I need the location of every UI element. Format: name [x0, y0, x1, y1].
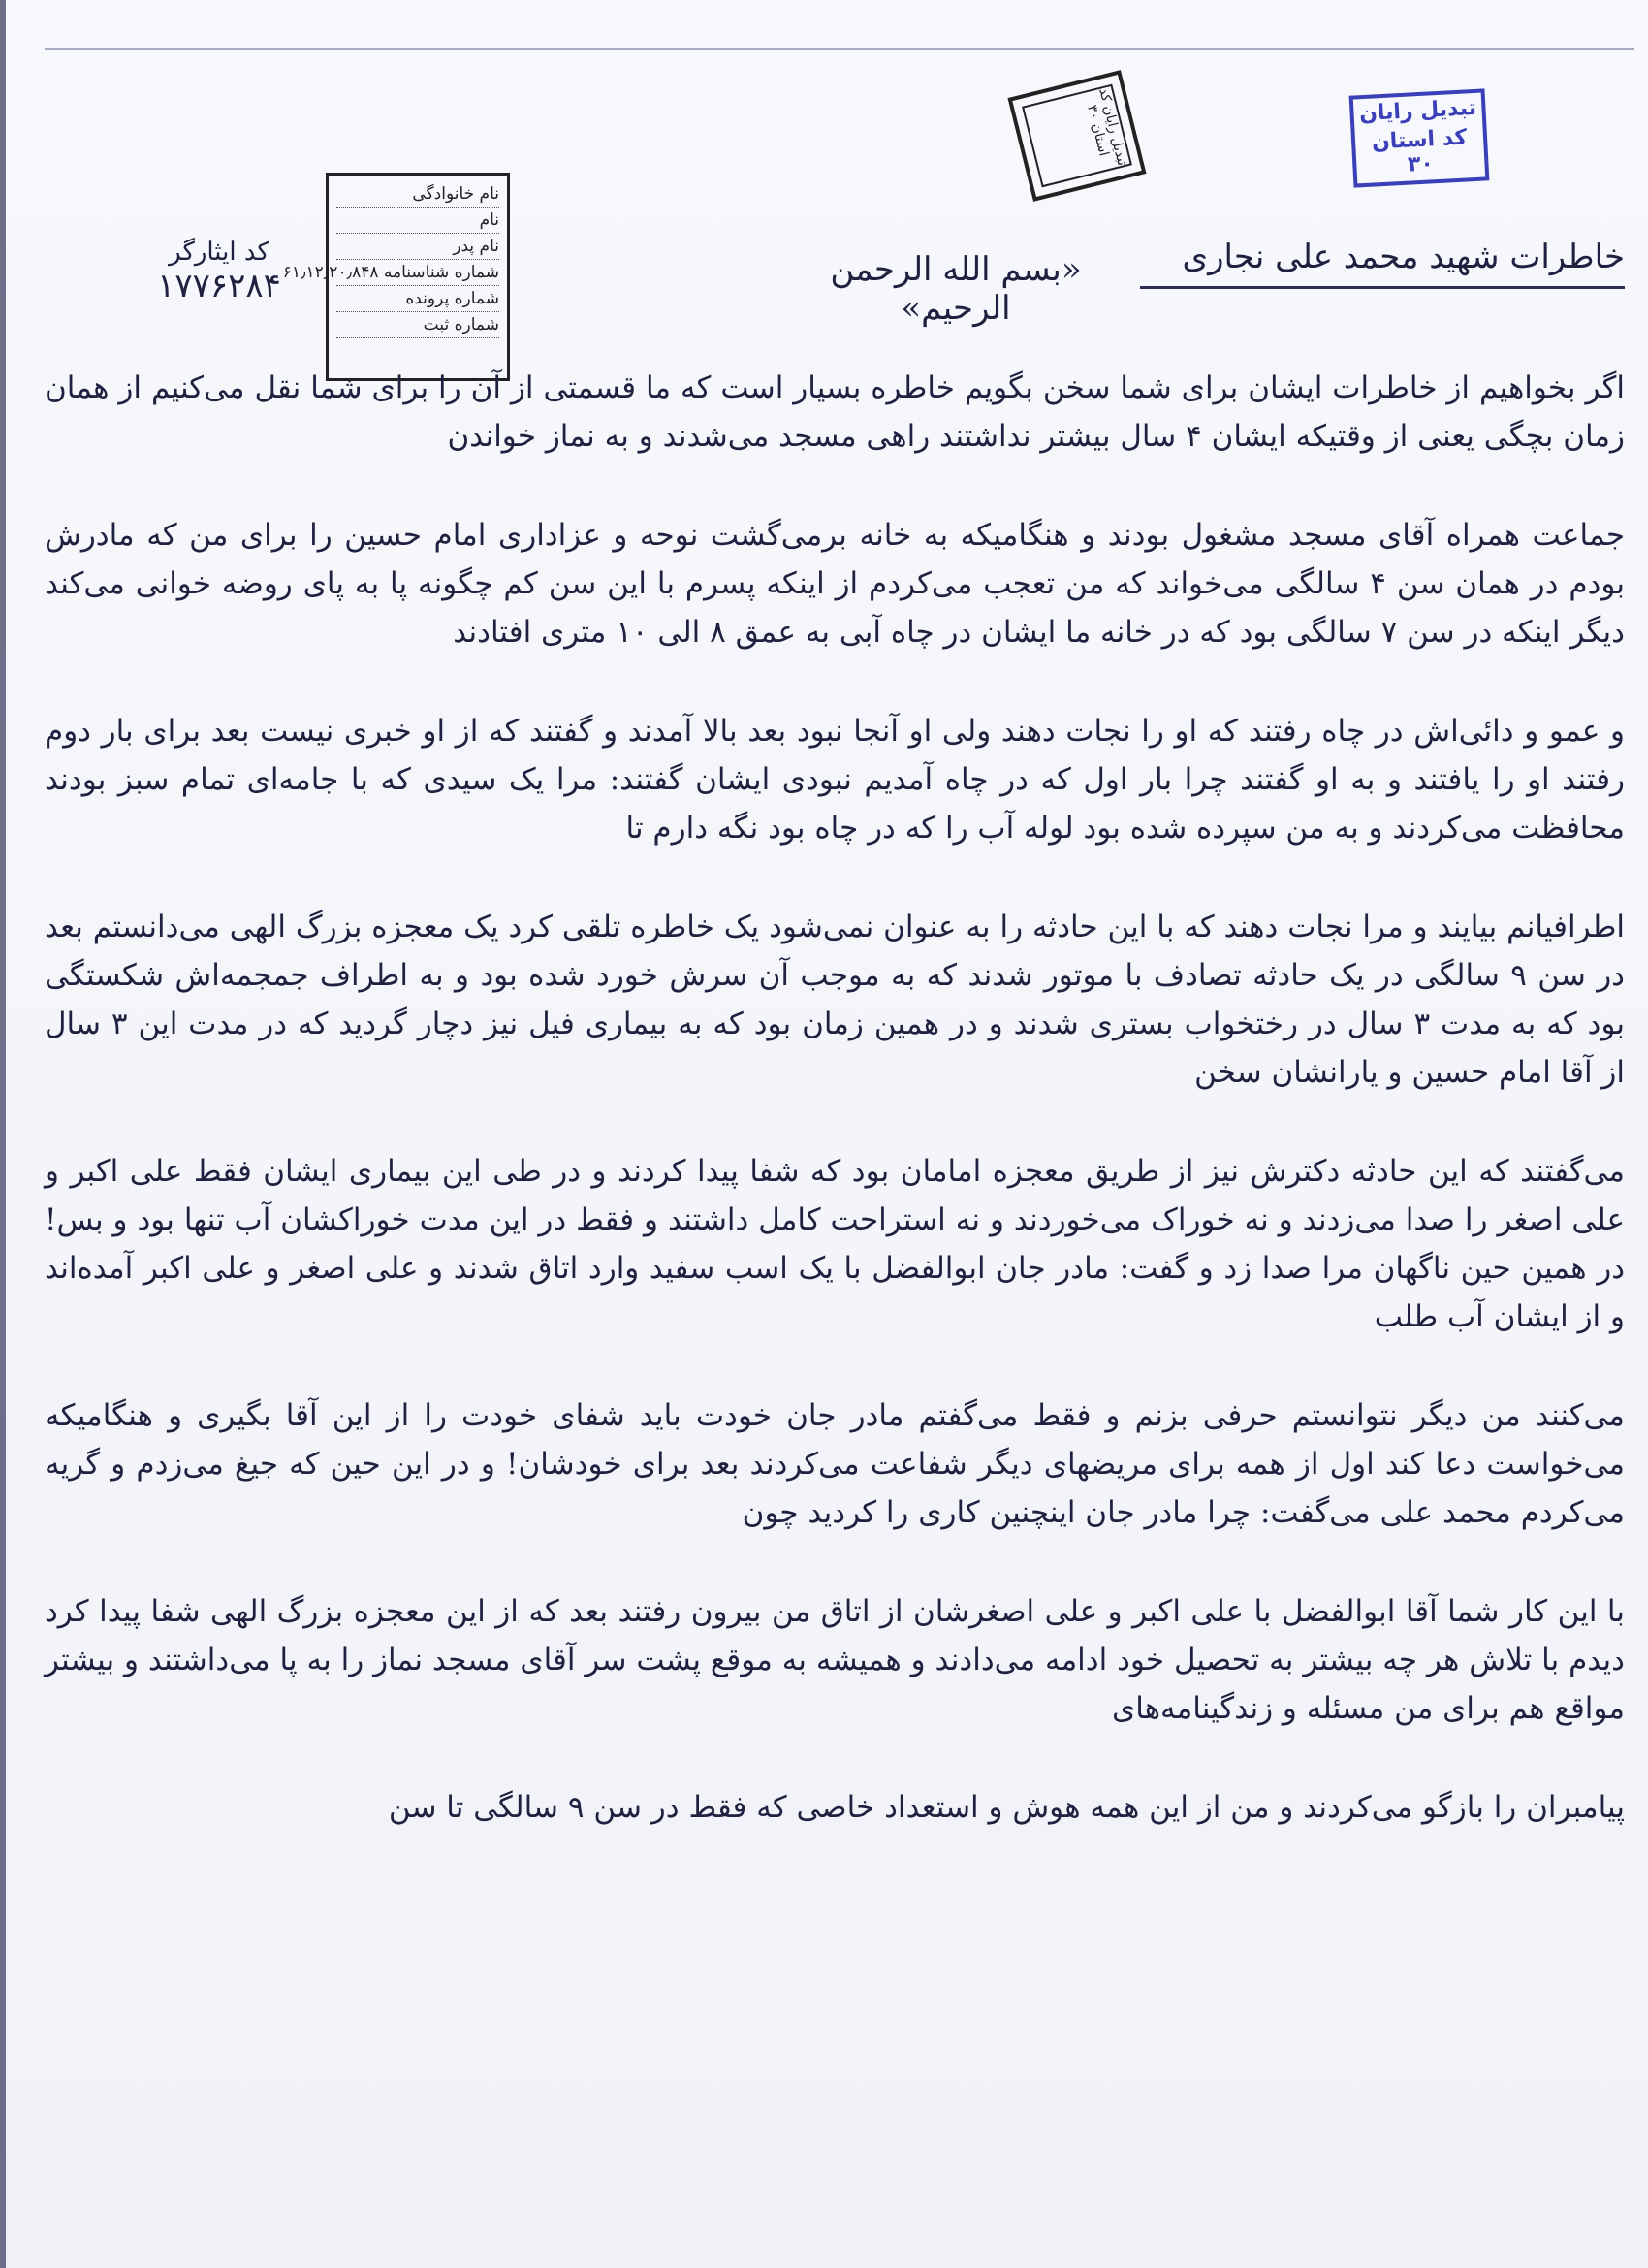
title-underline — [1140, 286, 1625, 289]
record-line: نام — [336, 208, 499, 234]
blue-stamp — [1349, 88, 1490, 187]
top-rule — [45, 48, 1634, 50]
blue-stamp-line1: تبدیل رایان — [1358, 96, 1477, 127]
black-stamp — [1007, 70, 1146, 202]
record-line: شماره شناسنامه ۶۱٫۱۲٫۲۰٫۸۴۸ — [336, 260, 499, 286]
paragraph: و عمو و دائی‌اش در چاه رفتند که او را نجات دهند ولی او آنجا نبود بعد بالا آمدند و گفتند که از او خبری نیست بعد برای بار دوم رفتند او را یافتند و به او گفتند چرا بار اول که در چاه آمدیم نبودی ایشان گفتند: مرا یک سیدی که با جامه‌ای تمام سبز بودند محافظت می‌کردند و به من سپرده شده بود لوله آب را که در چاه بود نگه دارم تا — [45, 714, 1625, 846]
record-line: نام خانوادگی — [336, 181, 499, 208]
paragraph: اگر بخواهیم از خاطرات ایشان برای شما سخن بگویم خاطره بسیار است که ما قسمتی از آن را برای شما نقل می‌کنیم از همان زمان بچگی یعنی از وقتیکه ایشان ۴ سال بیشتر نداشتند راهی مسجد می‌شدند و به نماز خواندن — [45, 370, 1625, 454]
paragraph: می‌کنند من دیگر نتوانستم حرفی بزنم و فقط می‌گفتم مادر جان خودت باید شفای خودت را از این آقا بگیری و هنگامیکه می‌خواست دعا کند اول از همه برای مریضهای دیگر شفاعت می‌کردند بعد برای خودشان! و در این حین که جیغ می‌زدم و گریه می‌کردم محمد علی می‌گفت: چرا مادر جان اینچنین کاری را کردید چون — [45, 1398, 1625, 1530]
page-title-text: خاطرات شهید محمد علی نجاری — [1182, 238, 1625, 276]
id-label: کد ایثارگر — [169, 238, 269, 267]
record-line: شماره ثبت — [336, 312, 499, 338]
black-stamp-text: تبدیل رایان کد استان ۳۰ — [1022, 84, 1132, 188]
paragraph: می‌گفتند که این حادثه دکترش نیز از طریق معجزه امامان بود که شفا پیدا کردند و در طی این بیماری ایشان فقط علی اکبر و علی اصغر را صدا می‌زدند و نه خوراک می‌خوردند و نه استراحت کامل داشتند و فقط در این مدت خوراکشان آب تنها بود و بس! در همین حین ناگهان مرا صدا زد و گفت: مادر جان ابوالفضل با یک اسب سفید وارد اتاق شدند و علی اصغر و علی اکبر آمده‌اند و از ایشان آب طلب — [45, 1154, 1625, 1334]
paragraph: با این کار شما آقا ابوالفضل با علی اکبر و علی اصغرشان از اتاق من بیرون رفتند بعد که از این معجزه بزرگ الهی شفا پیدا کرد دیدم با تلاش هر چه بیشتر به تحصیل خود ادامه می‌دادند و همیشه به موقع پشت سر آقای مسجد نماز را به پا می‌داشتند و بیشتر مواقع هم برای من مسئله و زندگینامه‌های — [45, 1594, 1625, 1726]
memoir-body — [45, 364, 1625, 2225]
record-line: شماره پرونده — [336, 286, 499, 312]
record-line: نام پدر — [336, 234, 499, 260]
paragraph: پیامبران را بازگو می‌کردند و من از این همه هوش و استعداد خاصی که فقط در سن ۹ سالگی تا سن — [388, 1790, 1625, 1825]
blue-stamp-line2: کد استان ۳۰ — [1371, 125, 1468, 177]
paragraph: جماعت همراه آقای مسجد مشغول بودند و هنگامیکه به خانه برمی‌گشت نوحه و عزاداری امام حسین را برای من که مادرش بودم در همان سن ۴ سالگی می‌خواند که من تعجب می‌کردم از اینکه پسرم با این سن کم چگونه پا به پای روضه خوانی می‌کند دیگر اینکه در سن ۷ سالگی بود که در خانه ما ایشان در چاه آبی به عمق ۸ الی ۱۰ متری افتادند — [45, 518, 1625, 650]
record-box — [282, 173, 510, 381]
id-number: ۱۷۷۶۲۸۴ — [157, 267, 281, 305]
paragraph: اطرافیانم بیایند و مرا نجات دهند که با این حادثه را به عنوان نمی‌شود یک خاطره تلقی کرد یک معجزه بزرگ الهی می‌دانستم بعد در سن ۹ سالگی در یک حادثه تصادف با موتور شدند که به موجب آن سرش خورد شده بود و به اطراف جمجمه‌اش شکستگی بود که به مدت ۳ سال در رختخواب بستری شدند و در همین زمان بود که به بیماری فیل نیز دچار گردید که در مدت این ۳ سال از آقا امام حسین و یارانشان سخن — [45, 910, 1625, 1090]
bismillah: «بسم الله الرحمن الرحیم» — [830, 250, 1082, 328]
id-block — [122, 238, 316, 305]
page-title — [1121, 238, 1625, 289]
